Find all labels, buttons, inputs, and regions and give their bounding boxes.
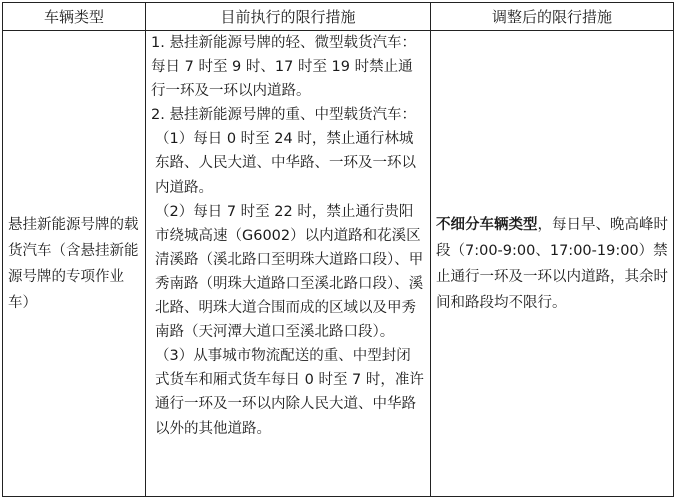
current-item-1: 1. 悬挂新能源号牌的轻、微型载货汽车：每日 7 时至 9 时、17 时至 19 时禁止通行一环及一环以内道路。 bbox=[151, 35, 416, 100]
current-item-2-1: （1）每日 0 时至 24 时，禁止通行林城东路、人民大道、中华路、一环及一环以内道路。 bbox=[155, 131, 416, 196]
adjusted-bold-text: 不细分车辆类型 bbox=[436, 216, 538, 233]
current-item-2-2: （2）每日 7 时至 22 时，禁止通行贵阳市绕城高速（G6002）以内道路和花溪区清溪路（溪北路口至明珠大道路口段）、甲秀南路（明珠大道路口至溪北路口段）、溪北路、明珠大道合围而成的区域以及甲秀南路（天河潭大道口至溪北路口段）。 bbox=[155, 203, 424, 341]
vehicle-type-cell: 悬挂新能源号牌的载货汽车（含悬挂新能源号牌的专项作业车） bbox=[3, 31, 146, 497]
adjusted-measures-cell bbox=[431, 31, 674, 497]
adjusted-rest-text: ，每日早、晚高峰时段（7:00-9:00、17:00-19:00）禁止通行一环及一环以内道路，其余时间和路段均不限行。 bbox=[436, 216, 668, 311]
current-item-2-3: （3）从事城市物流配送的重、中型封闭式货车和厢式货车每日 0 时至 7 时，准许通行一环及一环以内除人民大道、中华路以外的其他道路。 bbox=[155, 348, 424, 437]
header-adjusted-measures: 调整后的限行措施 bbox=[431, 3, 674, 31]
header-current-measures: 目前执行的限行措施 bbox=[146, 3, 431, 31]
table-header-row bbox=[3, 3, 674, 31]
header-vehicle-type: 车辆类型 bbox=[3, 3, 146, 31]
table-row bbox=[3, 31, 674, 497]
current-item-2: 2. 悬挂新能源号牌的重、中型载货汽车： bbox=[151, 107, 416, 124]
current-measures-cell bbox=[146, 31, 431, 497]
traffic-restriction-table bbox=[2, 2, 674, 497]
